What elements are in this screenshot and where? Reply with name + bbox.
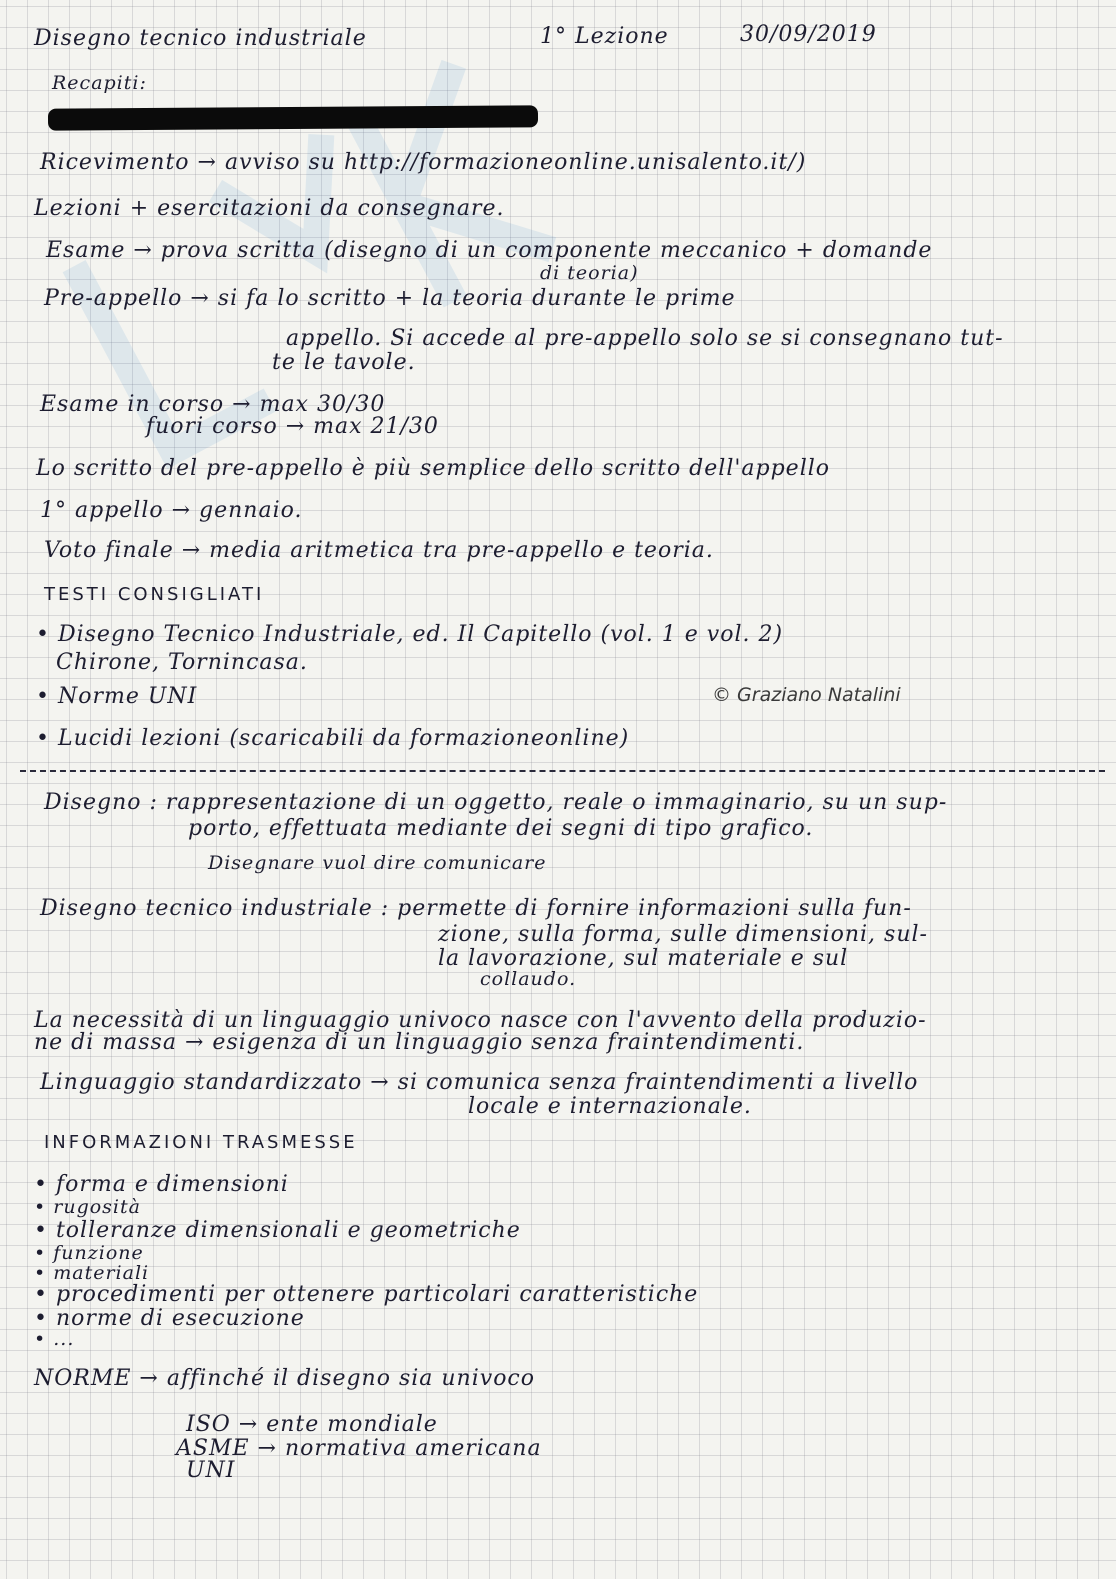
list-item: ISO → ente mondiale bbox=[186, 1412, 438, 1437]
list-item: • tolleranze dimensionali e geometriche bbox=[34, 1218, 521, 1243]
note-line: la lavorazione, sul materiale e sul bbox=[438, 946, 849, 971]
note-line: te le tavole. bbox=[272, 350, 416, 375]
note-line: Esame → prova scritta (disegno di un componente meccanico + domande bbox=[46, 238, 933, 263]
note-line: Lezioni + esercitazioni da consegnare. bbox=[34, 196, 505, 221]
note-line: • Norme UNI bbox=[36, 684, 198, 709]
note-line: • Lucidi lezioni (scaricabili da formazioneonline) bbox=[36, 726, 630, 751]
list-item: • funzione bbox=[34, 1242, 144, 1264]
note-line: 1° appello → gennaio. bbox=[40, 498, 303, 523]
section-heading: INFORMAZIONI TRASMESSE bbox=[44, 1132, 358, 1153]
note-line: locale e internazionale. bbox=[468, 1094, 752, 1119]
section-heading: TESTI CONSIGLIATI bbox=[44, 584, 265, 605]
note-line: Disegno tecnico industriale : permette di fornire informazioni sulla fun- bbox=[40, 896, 912, 921]
note-line: La necessità di un linguaggio univoco nasce con l'avvento della produzio- bbox=[34, 1008, 927, 1033]
list-item: • forma e dimensioni bbox=[34, 1172, 289, 1197]
note-line: Disegno : rappresentazione di un oggetto, reale o immaginario, su un sup- bbox=[44, 790, 948, 815]
list-item: • materiali bbox=[34, 1262, 150, 1284]
list-item: • procedimenti per ottenere particolari caratteristiche bbox=[34, 1282, 699, 1307]
lesson-label: 1° Lezione bbox=[540, 24, 669, 49]
copyright-notice: © Graziano Natalini bbox=[712, 684, 901, 706]
note-line: Ricevimento → avviso su http://formazioneonline.unisalento.it/) bbox=[40, 150, 807, 175]
note-line: Lo scritto del pre-appello è più semplice dello scritto dell'appello bbox=[36, 456, 831, 481]
note-line: porto, effettuata mediante dei segni di tipo grafico. bbox=[188, 816, 814, 841]
list-item: • ... bbox=[34, 1328, 75, 1350]
note-line: fuori corso → max 21/30 bbox=[146, 414, 439, 439]
note-line: di teoria) bbox=[540, 262, 639, 284]
list-item: • norme di esecuzione bbox=[34, 1306, 305, 1331]
note-line: Esame in corso → max 30/30 bbox=[40, 392, 386, 417]
list-item: • rugosità bbox=[34, 1196, 141, 1218]
note-line: zione, sulla forma, sulle dimensioni, sul- bbox=[438, 922, 928, 947]
recapiti-label: Recapiti: bbox=[52, 72, 147, 94]
note-line: collaudo. bbox=[480, 968, 577, 990]
note-line: Linguaggio standardizzato → si comunica senza fraintendimenti a livello bbox=[40, 1070, 919, 1095]
note-line: Voto finale → media aritmetica tra pre-appello e teoria. bbox=[44, 538, 714, 563]
note-line: NORME → affinché il disegno sia univoco bbox=[34, 1366, 535, 1391]
redacted-contact bbox=[48, 105, 538, 130]
lesson-date: 30/09/2019 bbox=[740, 22, 877, 47]
list-item: ASME → normativa americana bbox=[176, 1436, 542, 1461]
list-item: UNI bbox=[186, 1458, 236, 1483]
note-line: Pre-appello → si fa lo scritto + la teoria durante le prime bbox=[44, 286, 736, 311]
note-line: ne di massa → esigenza di un linguaggio senza fraintendimenti. bbox=[34, 1030, 805, 1055]
header-title: Disegno tecnico industriale bbox=[34, 26, 367, 51]
note-line: Chirone, Tornincasa. bbox=[56, 650, 308, 675]
note-line: • Disegno Tecnico Industriale, ed. Il Capitello (vol. 1 e vol. 2) bbox=[36, 622, 784, 647]
note-line: appello. Si accede al pre-appello solo se si consegnano tut- bbox=[286, 326, 1004, 351]
note-line: Disegnare vuol dire comunicare bbox=[208, 852, 547, 874]
divider bbox=[20, 770, 1105, 772]
